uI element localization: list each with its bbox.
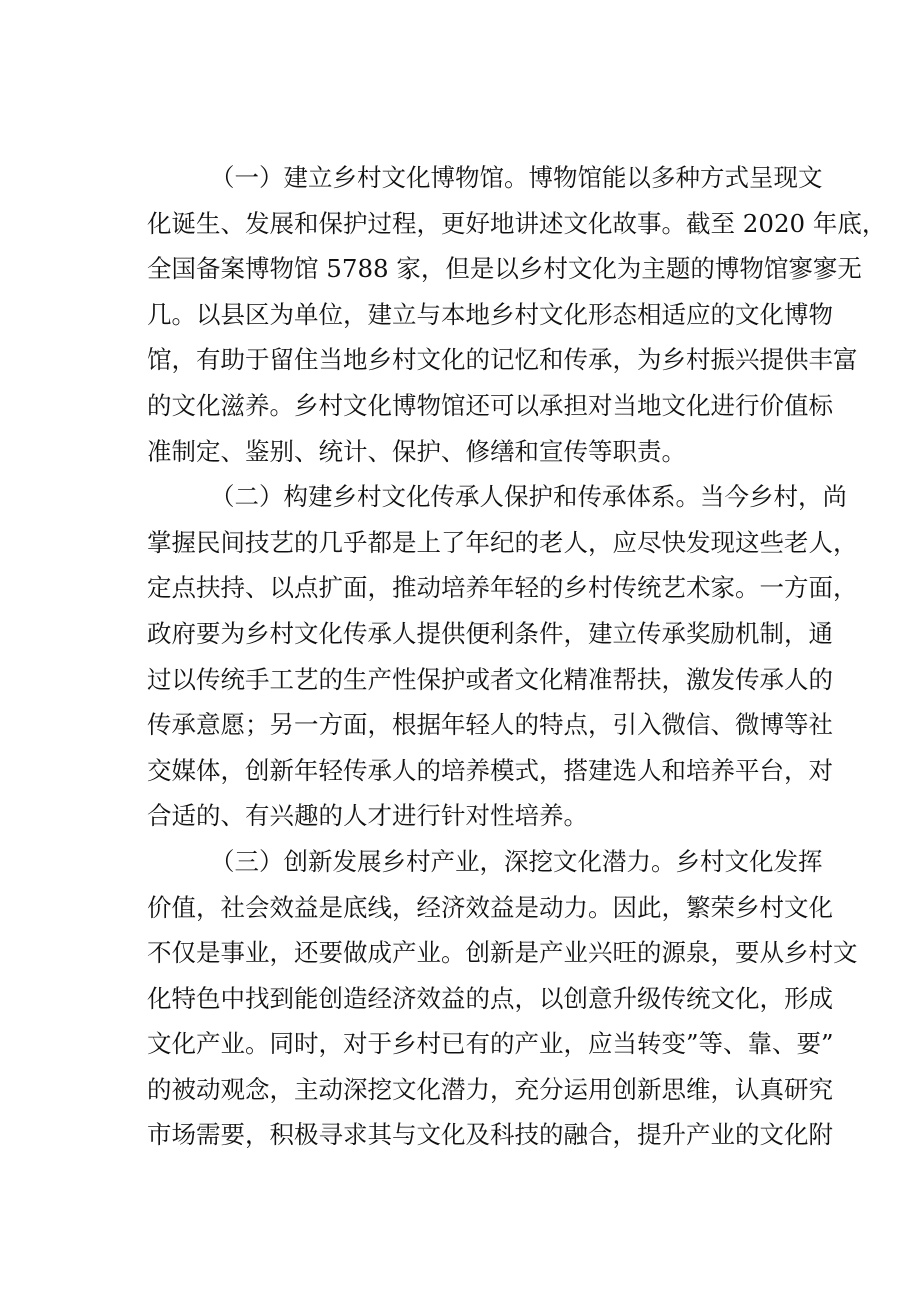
text-line: 几。以县区为单位，建立与本地乡村文化形态相适应的文化博物 — [147, 299, 833, 329]
document-body — [147, 155, 887, 1158]
text-line: 合适的、有兴趣的人才进行针对性培养。 — [147, 801, 588, 831]
text-line: 过以传统手工艺的生产性保护或者文化精准帮扶，激发传承人的 — [147, 664, 833, 694]
text-line: 市场需要，积极寻求其与文化及科技的融合，提升产业的文化附 — [147, 1120, 833, 1150]
text-line: （二）构建乡村文化传承人保护和传承体系。当今乡村，尚 — [210, 482, 847, 512]
text-line: 化诞生、发展和保护过程，更好地讲述文化故事。截至 2020 年底， — [147, 208, 887, 238]
text-line: 不仅是事业，还要做成产业。创新是产业兴旺的源泉，要从乡村文 — [147, 938, 858, 968]
paragraph-3 — [147, 839, 858, 1158]
text-line: 定点扶持、以点扩面，推动培养年轻的乡村传统艺术家。一方面， — [147, 573, 858, 603]
text-line: 馆，有助于留住当地乡村文化的记忆和传承，为乡村振兴提供丰富 — [147, 345, 858, 375]
paragraph-2 — [147, 474, 858, 839]
text-line: 文化产业。同时，对于乡村已有的产业，应当转变”等、靠、要” — [147, 1029, 834, 1059]
text-line: 准制定、鉴别、统计、保护、修缮和宣传等职责。 — [147, 436, 686, 466]
text-line: 的被动观念，主动深挖文化潜力，充分运用创新思维，认真研究 — [147, 1074, 833, 1104]
paragraph-1 — [147, 155, 887, 474]
text-line: 全国备案博物馆 5788 家，但是以乡村文化为主题的博物馆寥寥无 — [147, 254, 862, 284]
text-line: 的文化滋养。乡村文化博物馆还可以承担对当地文化进行价值标 — [147, 390, 833, 420]
text-line: 掌握民间技艺的几乎都是上了年纪的老人，应尽快发现这些老人， — [147, 527, 858, 557]
text-line: 政府要为乡村文化传承人提供便利条件，建立传承奖励机制，通 — [147, 618, 833, 648]
text-line: 交媒体，创新年轻传承人的培养模式，搭建选人和培养平台，对 — [147, 755, 833, 785]
text-line: 价值，社会效益是底线，经济效益是动力。因此，繁荣乡村文化 — [147, 892, 833, 922]
text-line: 传承意愿；另一方面，根据年轻人的特点，引入微信、微博等社 — [147, 710, 833, 740]
text-line: （一）建立乡村文化博物馆。博物馆能以多种方式呈现文 — [210, 163, 823, 192]
text-line: 化特色中找到能创造经济效益的点，以创意升级传统文化，形成 — [147, 983, 833, 1013]
text-line: （三）创新发展乡村产业，深挖文化潜力。乡村文化发挥 — [210, 846, 823, 876]
